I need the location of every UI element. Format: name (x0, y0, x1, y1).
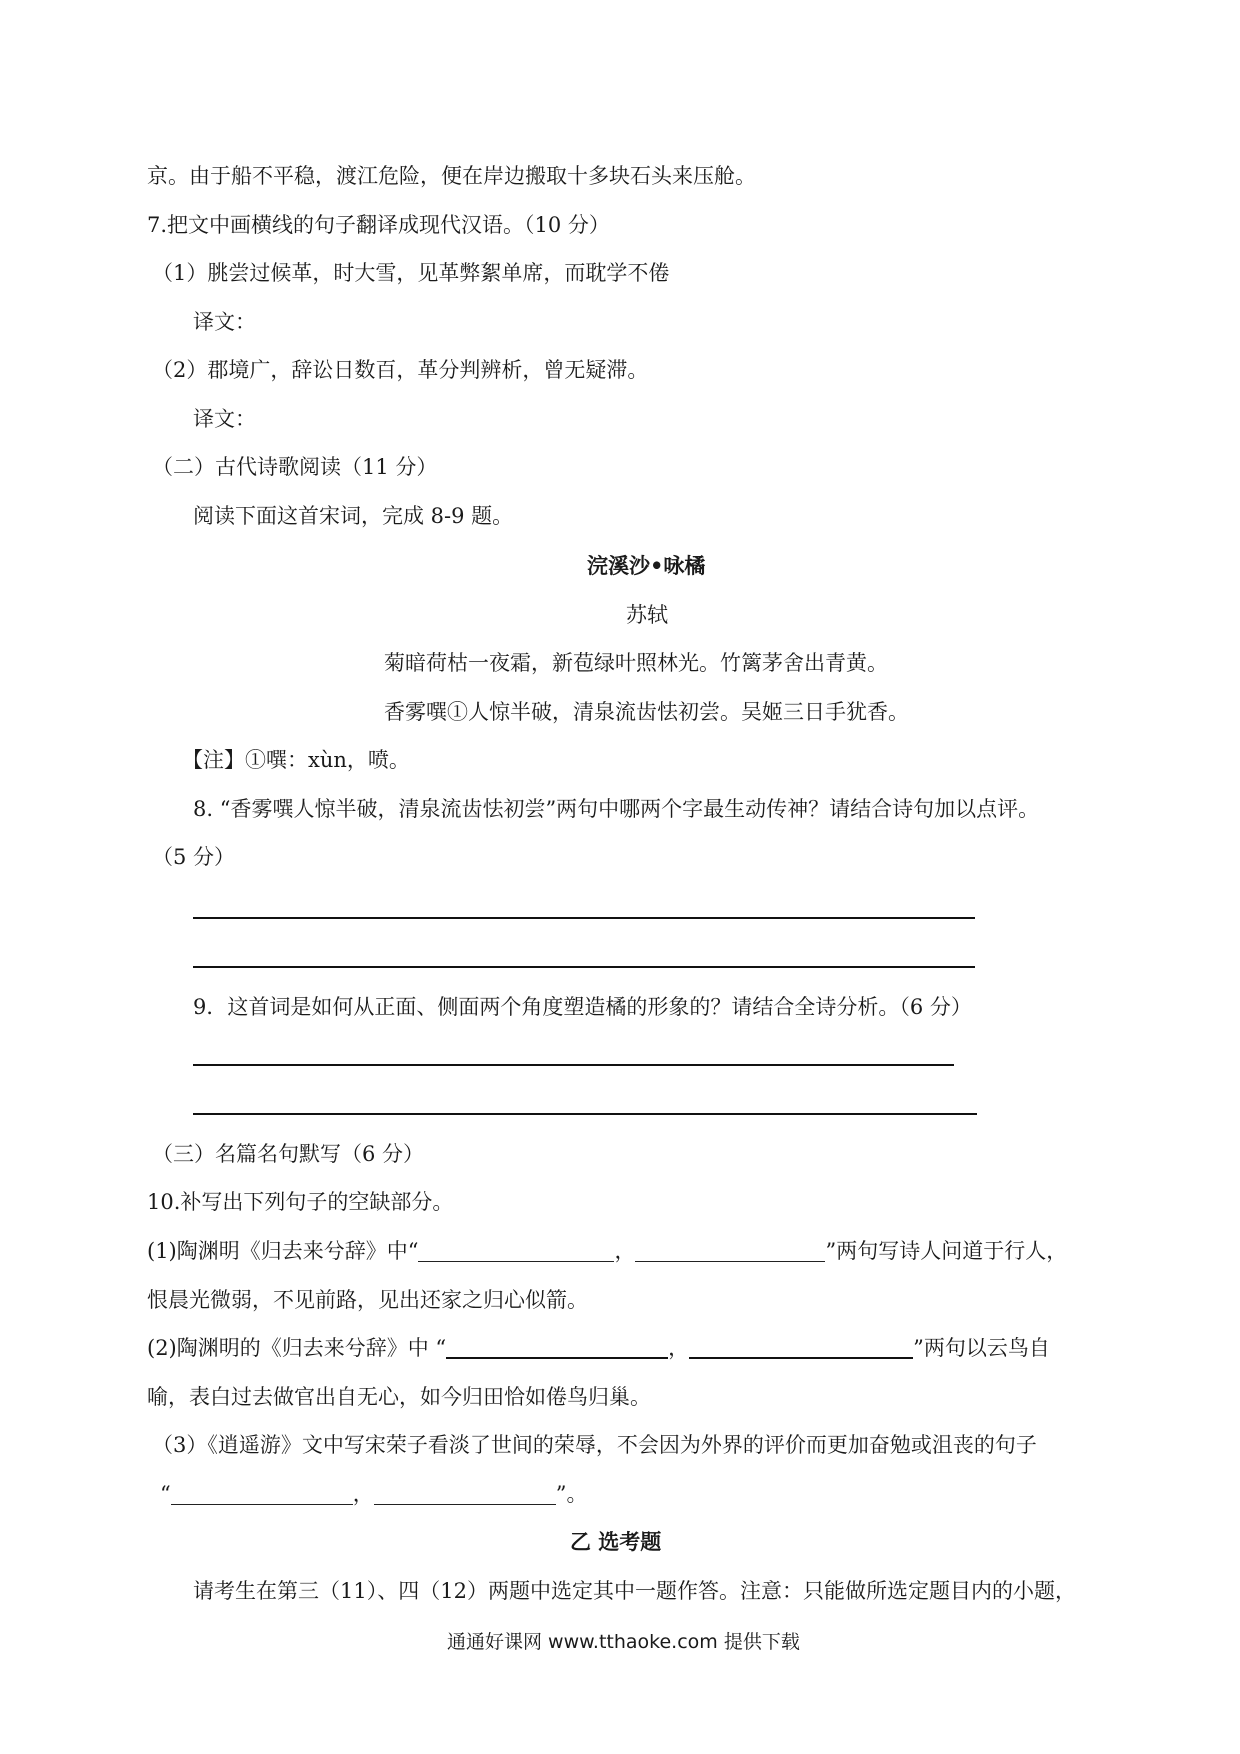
question-10-1-suffix: ”两句写诗人问道于行人， (825, 1239, 1068, 1263)
poem-title: 浣溪沙•咏橘 (587, 553, 706, 578)
poem-line-1: 菊暗荷枯一夜霜，新苞绿叶照林光。竹篱茅舍出青黄。 (384, 651, 888, 675)
poem-author: 苏轼 (626, 603, 668, 627)
question-10-2-comma: ， (668, 1336, 690, 1360)
question-7-1: （1）朓尝过候革，时大雪，见革弊絮单席，而耽学不倦 (152, 261, 670, 285)
question-7-1-answer-label: 译文： (193, 310, 256, 334)
question-10-2-continued: 喻，表白过去做官出自无心，如今归田恰如倦鸟归巢。 (147, 1385, 651, 1409)
question-10-1 (147, 1237, 1067, 1265)
question-10-1-prefix: (1)陶渊明《归去来兮辞》中“ (147, 1239, 419, 1263)
answer-line-8-1[interactable] (193, 917, 975, 919)
question-10-3-close-quote: ”。 (555, 1482, 588, 1506)
question-7-2: （2）郡境广，辞讼日数百，革分判辨析，曾无疑滞。 (152, 358, 649, 382)
question-10-3-blanks (160, 1480, 588, 1508)
section-2-heading: （二）古代诗歌阅读（11 分） (152, 455, 438, 479)
question-10-3-comma: ， (352, 1482, 374, 1506)
question-8: 8. “香雾噀人惊半破，清泉流齿怯初尝”两句中哪两个字最生动传神？请结合诗句加以点评。 (193, 797, 1040, 821)
answer-line-8-2[interactable] (193, 966, 975, 968)
section-3-heading: （三）名篇名句默写（6 分） (152, 1142, 425, 1166)
question-10-3-open-quote: “ (160, 1482, 171, 1506)
question-10-2-suffix: ”两句以云鸟自 (913, 1336, 1050, 1360)
question-10-1-comma: ， (614, 1239, 636, 1263)
fill-blank-10-3-b[interactable] (374, 1484, 556, 1505)
section-2-intro: 阅读下面这首宋词，完成 8-9 题。 (193, 504, 514, 528)
fill-blank-10-2-b[interactable] (689, 1337, 913, 1359)
question-7-2-answer-label: 译文： (193, 407, 256, 431)
poem-note: 【注】①噀：xùn，喷。 (182, 748, 410, 772)
fill-blank-10-3-a[interactable] (171, 1484, 353, 1505)
question-8-score: （5 分） (152, 845, 236, 869)
fill-blank-10-1-b[interactable] (635, 1241, 825, 1262)
question-10-2-prefix: (2)陶渊明的《归去来兮辞》中 “ (147, 1336, 447, 1360)
poem-line-2: 香雾噀①人惊半破，清泉流齿怯初尝。吴姬三日手犹香。 (384, 700, 909, 724)
page-footer: 通通好课网 www.tthaoke.com 提供下载 (447, 1631, 800, 1653)
question-10-3: （3）《逍遥游》文中写宋荣子看淡了世间的荣辱，不会因为外界的评价而更加奋勉或沮丧的句子 (152, 1433, 1037, 1457)
question-9: 9．这首词是如何从正面、侧面两个角度塑造橘的形象的？请结合全诗分析。（6 分） (193, 995, 972, 1019)
fill-blank-10-1-a[interactable] (418, 1241, 614, 1262)
answer-line-9-2[interactable] (193, 1113, 977, 1115)
question-7: 7.把文中画横线的句子翻译成现代汉语。（10 分） (147, 213, 610, 237)
question-10-1-continued: 恨晨光微弱，不见前路，见出还家之归心似箭。 (147, 1288, 588, 1312)
text-continuation: 京。由于船不平稳，渡江危险，便在岸边搬取十多块石头来压舱。 (147, 164, 756, 188)
question-10: 10.补写出下列句子的空缺部分。 (147, 1190, 454, 1214)
section-b-heading: 乙 选考题 (570, 1529, 662, 1554)
section-b-intro: 请考生在第三（11）、四（12）两题中选定其中一题作答。注意：只能做所选定题目内的小题， (193, 1579, 1076, 1603)
fill-blank-10-2-a[interactable] (446, 1337, 668, 1359)
question-10-2 (147, 1334, 1050, 1362)
answer-line-9-1[interactable] (193, 1064, 954, 1066)
